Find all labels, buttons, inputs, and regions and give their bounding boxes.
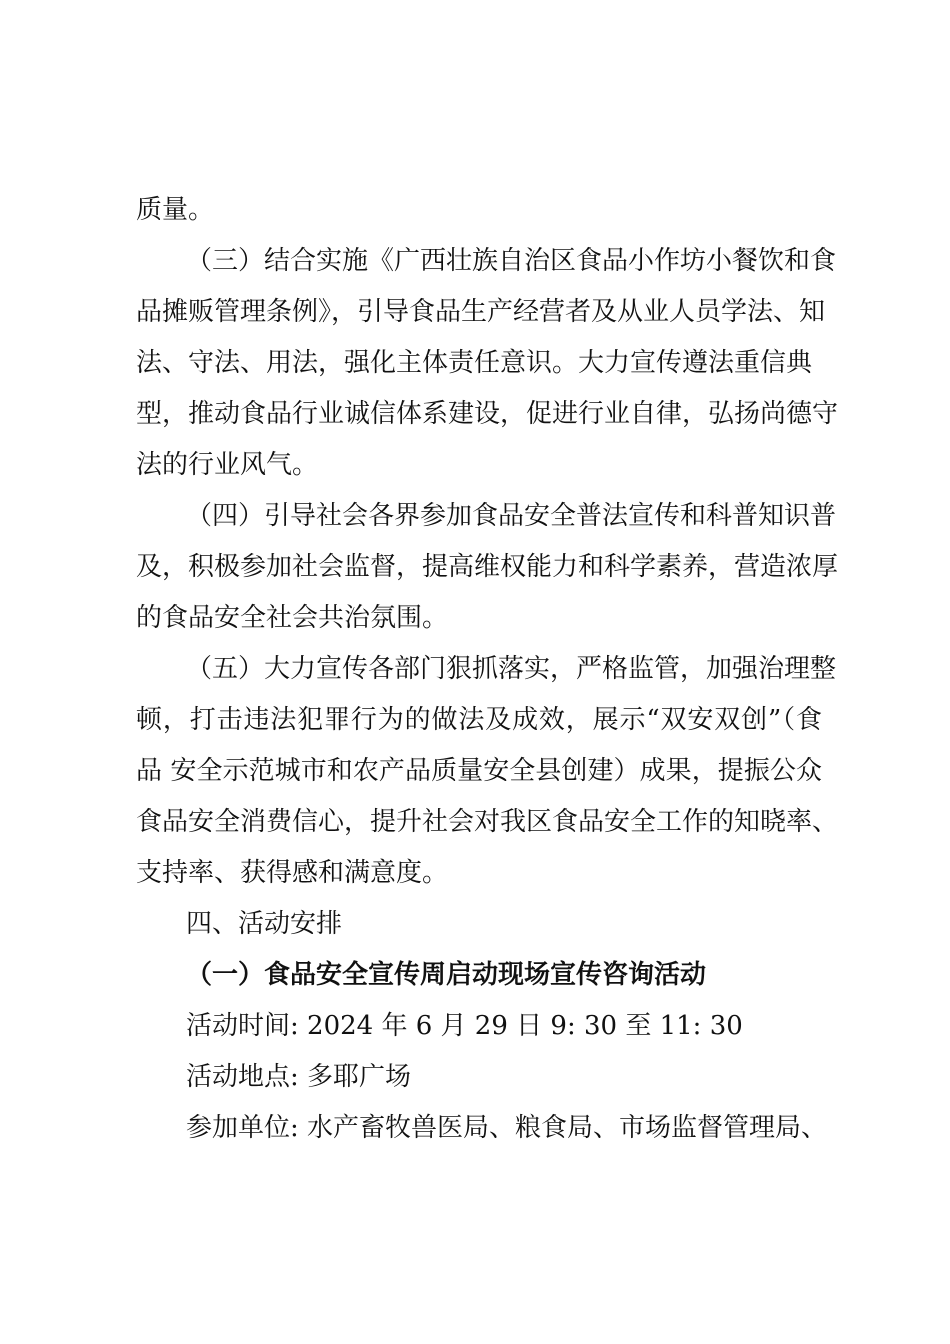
section-heading: 四、活动安排 <box>186 909 343 939</box>
paragraph-line: 品摊贩管理条例》，引导食品生产经营者及从业人员学法、知 <box>136 297 826 327</box>
activity-location: 活动地点: 多耶广场 <box>186 1062 412 1092</box>
paragraph-line: 支持率、获得感和满意度。 <box>136 858 449 888</box>
paragraph-line: 顿，打击违法犯罪行为的做法及成效，展示“双安双创”（食 <box>136 705 822 735</box>
paragraph-line: 的食品安全社会共治氛围。 <box>136 603 449 633</box>
paragraph-line: （三）结合实施《广西壮族自治区食品小作坊小餐饮和食 <box>186 246 837 276</box>
activity-time: 活动时间: 2024 年 6 月 29 日 9: 30 至 11: 30 <box>186 1011 743 1041</box>
subsection-heading: （一）食品安全宣传周启动现场宣传咨询活动 <box>186 960 707 990</box>
paragraph-line: （四）引导社会各界参加食品安全普法宣传和科普知识普 <box>186 501 837 531</box>
paragraph-line: 质量。 <box>136 195 215 225</box>
paragraph-line: 食品安全消费信心，提升社会对我区食品安全工作的知晓率、 <box>136 807 839 837</box>
paragraph-line: 型，推动食品行业诚信体系建设，促进行业自律，弘扬尚德守 <box>136 399 839 429</box>
paragraph-line: 品 安全示范城市和农产品质量安全县创建）成果，提振公众 <box>136 756 822 786</box>
paragraph-line: （五）大力宣传各部门狠抓落实，严格监管，加强治理整 <box>186 654 837 684</box>
paragraph-line: 及，积极参加社会监督，提高维权能力和科学素养，营造浓厚 <box>136 552 839 582</box>
participating-units: 参加单位: 水产畜牧兽医局、粮食局、市场监督管理局、 <box>186 1113 828 1143</box>
paragraph-line: 法的行业风气。 <box>136 450 319 480</box>
paragraph-line: 法、守法、用法，强化主体责任意识。大力宣传遵法重信典 <box>136 348 813 378</box>
